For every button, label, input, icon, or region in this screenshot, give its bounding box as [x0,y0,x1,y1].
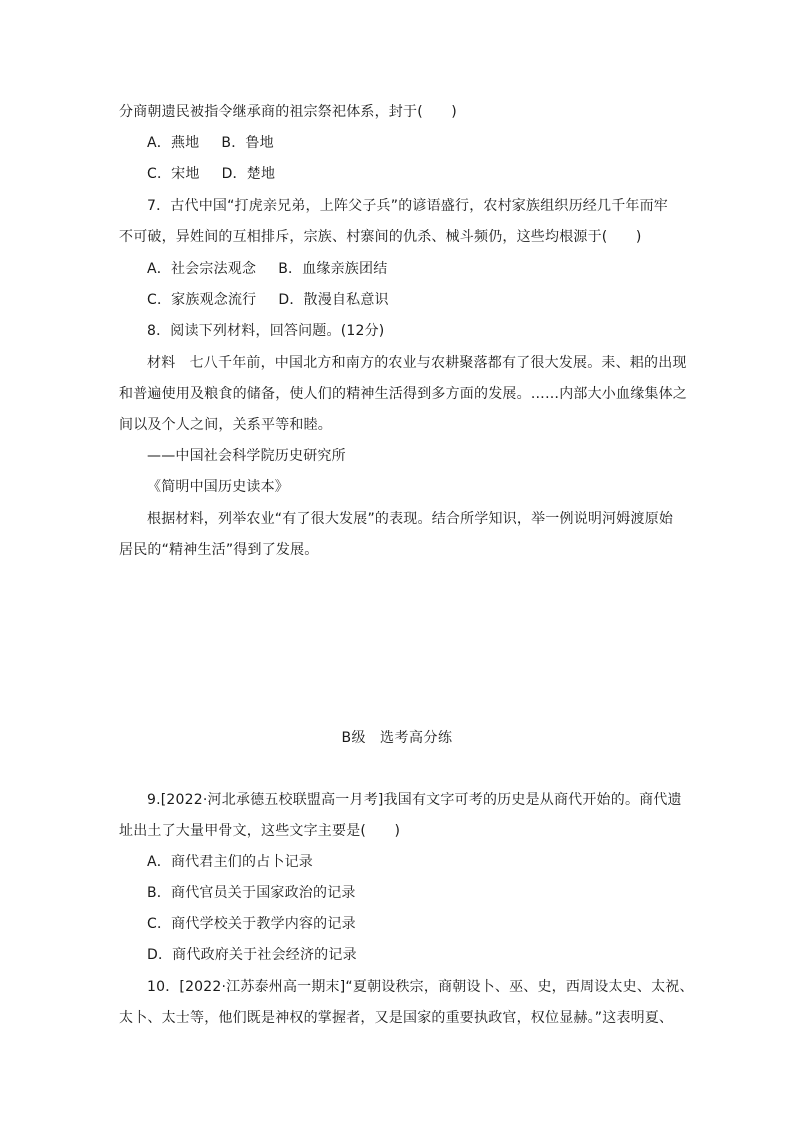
q8-source-line-1: ——中国社会科学院历史研究所 [147,448,346,464]
q6-options-row-2 [147,164,275,184]
q7-options-row-1 [147,259,387,279]
q9-option-c: C．商代学校关于教学内容的记录 [147,916,356,932]
section-level: B级 [341,730,367,746]
q7-option-a: A．社会宗法观念 [147,261,257,277]
q9-option-d: D．商代政府关于社会经济的记录 [147,947,357,963]
q10-stem-line-2: 太卜、太士等，他们既是神权的掌握者，又是国家的重要执政官，权位显赫。”这表明夏、 [119,1010,674,1026]
q7-option-b: B．血缘亲族团结 [278,261,388,277]
q10-stem-line-1: 10．[2022·江苏泰州高一期末]“夏朝设秩宗，商朝设卜、巫、史，西周设太史、太祝、 [147,979,694,995]
q8-question-line-2: 居民的“精神生活”得到了发展。 [119,542,319,558]
q9-stem-line-2: 址出土了大量甲骨文，这些文字主要是( ) [119,823,401,839]
q6-option-a: A．燕地 [147,135,200,151]
q8-stem: 8．阅读下列材料，回答问题。(12分) [147,323,385,339]
q6-option-b: B．鲁地 [221,135,274,151]
q9-option-a: A．商代君主们的占卜记录 [147,854,313,870]
q8-question-line-1: 根据材料，列举农业“有了很大发展”的表现。结合所学知识，举一例说明河姆渡原始 [147,511,674,527]
q8-material-line-2: 和普遍使用及粮食的储备，使人们的精神生活得到多方面的发展。……内部大小血缘集体之 [119,386,687,402]
q8-material-line-3: 间以及个人之间，关系平等和睦。 [119,417,332,433]
q7-options-row-2 [147,290,389,310]
q6-option-d: D．楚地 [221,166,276,182]
q7-stem-line-2: 不可破，异姓间的互相排斥，宗族、村寨间的仇杀、械斗频仍，这些均根源于( ) [119,229,642,245]
section-heading [0,728,794,748]
q6-stem: 分商朝遗民被指令继承商的祖宗祭祀体系，封于( ) [119,104,457,120]
q9-option-b: B．商代官员关于国家政治的记录 [147,885,356,901]
section-title: 选考高分练 [380,730,453,746]
q8-material-line-1: 材料 七八千年前，中国北方和南方的农业与农耕聚落都有了很大发展。耒、耜的出现 [147,355,687,371]
q9-stem-line-1: 9.[2022·河北承德五校联盟高一月考]我国有文字可考的历史是从商代开始的。商代遗 [147,792,682,808]
q8-source-line-2: 《简明中国历史读本》 [147,479,289,495]
q6-options-row-1 [147,133,274,153]
q6-option-c: C．宋地 [147,166,200,182]
q7-option-d: D．散漫自私意识 [278,292,389,308]
q7-option-c: C．家族观念流行 [147,292,257,308]
q7-stem-line-1: 7．古代中国“打虎亲兄弟，上阵父子兵”的谚语盛行，农村家族组织历经几千年而牢 [147,198,669,214]
